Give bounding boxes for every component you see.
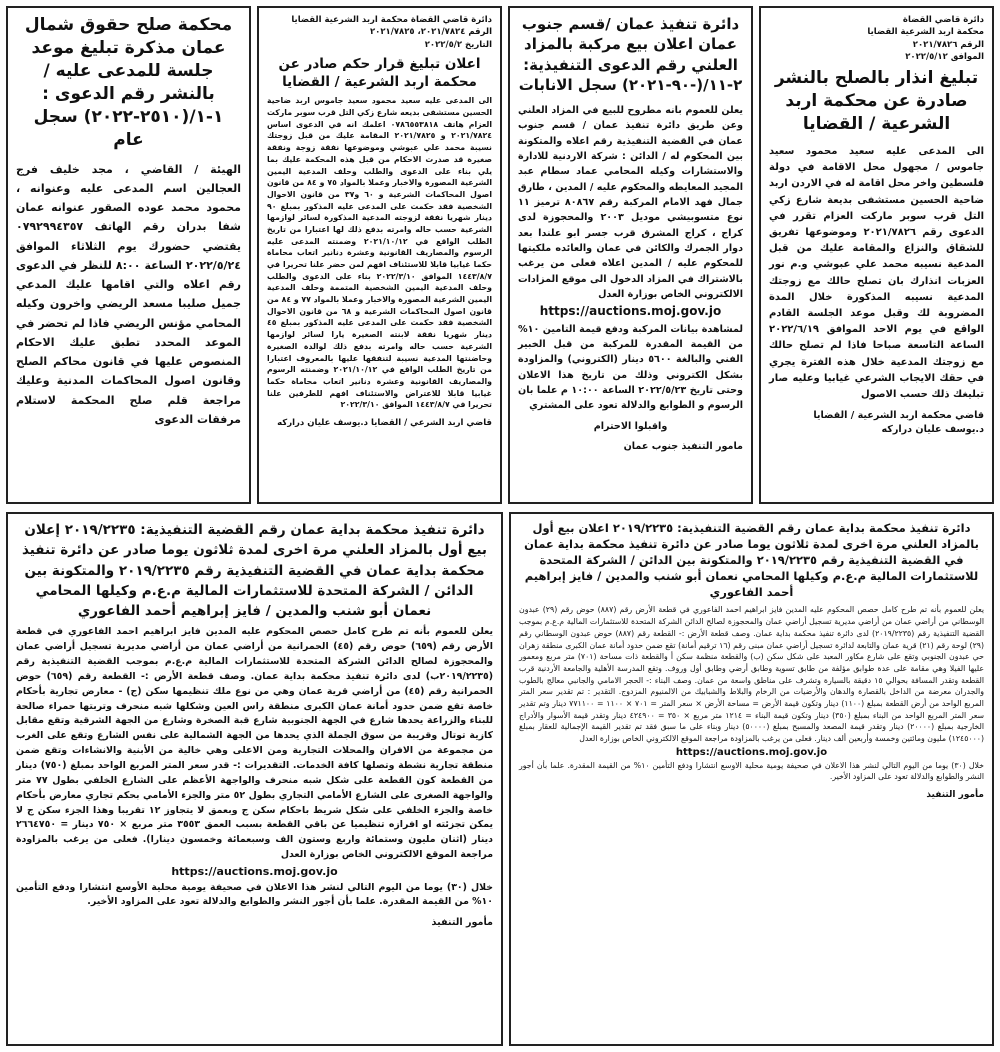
signature-line: د.يوسف عليان دراركه: [881, 424, 984, 436]
notice-reconciliation-warning: [759, 6, 994, 504]
notice-body-2: خلال (٣٠) يوما من اليوم التالي لنشر هذا الاعلان في صحيفة يومية محلية الأوسع انتشارا ودفع التأمين ١٠% من القيمة المقدرة. علما بأن أجور النشر والطوابع والدلالة تعود على المزاود الأخير.: [16, 881, 493, 908]
header-line: الرقم ٢٠٢١/٧٨٢٤، ٢٠٢١/٧٨٢٥: [369, 27, 492, 38]
notice-land-auction-659: [6, 512, 503, 1046]
notice-signature: قاضي اربد الشرعي / القضايا د.يوسف عليان دراركه: [277, 417, 492, 428]
notice-body: يعلن للعموم بأنه تم طرح كامل حصص المحكوم عليه المدين فايز ابراهيم احمد الفاعوري في قطعة الأرض رقم (٨٨٧) حوض رقم (٢٩) عبدون الوسطاني من أراضي عمان من أراضي مديرية تسجيل أراضي عمان والمحجوزة لصالح الدائن الشركة المتحدة للاستثمارات المالية م.ع.م بموجب القضية التنفيذية رقم (٢٠١٩/٢٢٣٥) لدى دائرة تنفيذ محكمة بداية عمان. وصف قطعة الأرض :- القطعة رقم (٨٨٧) حوض عبدون الوسطاني رقم (٢٩) لوحة رقم (٢١) قرية عمان والتابعة لدائرة تسجيل أراضي عمان مبنى رقم (١٦ ترقيم أمانة) تقع ضمن حدود أمانة عمان الكبرى منطقة زهران حي عبدون الجنوبي وتقع على شارع مكاور المعبد على شكل سكن (ب) والقطعة منظمة سكن أ والقطعة ذات مساحة (٧٠١) متر مربع ومعمور عليها الفيلا وهي مقامة على عدة طوابق مؤلفة من طابق تسوية وطابق أرضي وطابق أول وروف. وتقع المدرسة الأهلية والجامعة الأردنية قرب القطعة وتقدر المسافة بحوالي ١٥ دقيقة بالسيارة وتشرف على مناطق واسعة من عمان. وصف البناء :- الحجر الامامي والجانبي معالج بالطوب والجدران معرضة من الداخل بالقصارة والدهان والأرضيات من الرخام والبلاط والشبابيك من الالمنيوم المزدوج. التقدير : تم تقدير سعر المتر المربع الواحد من أرض القطعة بمبلغ (١١٠٠) دينار وتكون قيمة الأرض = مساحة الأرض × سعر المتر = ٧٠١ × ١١٠٠ = ٧٧١١٠٠ دينار وتم تقدير سعر المتر المربع الواحد من البناء بمبلغ (٣٥٠) دينار وتكون قيمة البناء = ١٢١٤ متر مربع × ٣٥٠ = ٤٢٤٩٠٠ دينار وتقدر قيمة الأسوار والأدراج الخارجية بمبلغ (٢٠٠٠٠) دينار وتقدر قيمة المصعد والمسبح بمبلغ (٥٠٠٠٠) دينار وبناء على ما سبق فقد تم تقدير القيمة الإجمالية للعقار بمبلغ (١٢٤٥٠٠٠) مليون ومائتين وخمسة وأربعين ألف دينار. فعلى من يرغب بالمزاودة مراجعة الموقع الالكتروني الخاص بوزارة العدل: [519, 605, 985, 744]
notice-body-2: خلال (٣٠) يوما من اليوم التالي لنشر هذا الاعلان في صحيفة يومية محلية الاوسع انتشارا ودفع التأمين ١٠% من القيمة المقدرة. علما بأن أجور النشر والطوابع والدلالة تعود على المزاود الأخير.: [519, 760, 985, 782]
header-line: دائرة قاضي القضاة محكمة اربد الشرعية القضايا: [291, 15, 492, 25]
notice-body: الى المدعى عليه سعيد محمود سعيد جاموس / مجهول محل الاقامة في دولة فلسطين واخر محل اقامة له في الاردن اربد ضاحية الحسين مستشفى بديعة شارع زكي التل قرب سوبر ماركت العزام تقرر في الدعوى رقم ٢٠٢١/٧٨٢٦ وموضوعها تفريق للشقاق والنزاع والمقامة عليك من قبل المدعية نسيبه محمد علي عبوشي و.م نور العزبات انذارك بان تصلح حالك مع زوجتك المدعية نسيبه المذكورة خلال المدة المضروبة لك وقبل موعد الجلسة القادم الواقع في يوم الاحد الموافق ٢٠٢٢/٦/١٩ الساعة التاسعة صباحا فاذا لم تصلح حالك مع زوجتك المدعية خلال هذه الفترة يجري في حقك الايجاب الشرعي غيابيا وعليه صار تبليغك ذلك حسب الاصول: [769, 146, 984, 400]
notice-signature: مأمور التنفيذ: [926, 790, 984, 801]
notice-body: يعلن للعموم بأنه تم طرح كامل حصص المحكوم عليه المدين فايز ابراهيم احمد الفاعوري في قطعة الأرض رقم (٦٥٩) حوض رقم (٤٥) الحمرانية من أراضي عمان من أراضي مديرية تسجيل أراضي عمان والمحجوزة لصالح الدائن الشركة المتحدة للاستثمارات المالية م.ع.م بموجب القضية التنفيذية رقم (٢٠١٩/٢٢٣٥ب) لدى دائرة تنفيذ محكمة بداية عمان. وصف قطعة الأرض :- القطعة رقم (٦٥٩) حوض الحمرانية رقم (٤٥) من أراضي قرية عمان وهي من نوع ملك تنظيمها سكن (ج) - معارض تجارية بأحكام خاصة تقع ضمن حدود أمانة عمان الكبرى منطقة راس العين وشكلها شبه منحرف وتربتها حمراء صالحة للبناء والزراعة يحدها شارع في الجهة الجنوبية شارع قبة الصخرة وشارع من الجهة الشرقية وتقع مقابل كازية توتال وقريبة من سوق الجملة الذي يحدها من الجهة الشمالية على نفس الشارع وتقع على الغرب من مجموعة من الافران والمحلات التجارية ومن الاعلى وهي خالية من الأبنية والانشاءات وتقع ضمن منطقة تجارية نشطة وتصلها كافة الخدمات. التقديرات :- قدر سعر المتر المربع الواحد بمبلغ (٧٥٠) دينار من القطعة كون القطعة على شكل شبه منحرف والواجهة الأعظم على الشارع الخلفي بطول ٧٧ متر والواجهة الصغرى على الشارع الأمامي التجاري بطول ٥٢ متر والجزء الأمامي بحكم تجاري معارض بأحكام خاصة والجزء الخلفي على شكل شريط باحكام سكن ج وبعمق لا يتجاوز ١٢ تقريبا وهذا الجزء سكن ج لا يمكن تجزئته او افرازه تنظيميا عن باقي القطعة بسبب العمق ٣٥٥٣ متر مربع × ٧٥٠ دينار = ٢٦٦٤٧٥٠ دينار (اثنان مليون وستمائة واربع وستون الف وسبعمائة وخمسون دينارا). فعلى من يرغب بالمزاودة مراجعة الموقع الالكتروني الخاص بوزارة العدل: [16, 626, 494, 861]
notice-signature: [769, 409, 984, 438]
notice-body: الى المدعى عليه سعيد محمود سعيد جاموس اربد ضاحية الحسين مستشفى بديعه شارع زكي التل قرب سوبر ماركت العزام هاتف ٠٧٨٦٥٥٣٨١٨ اعلمك انه في الدعوى اساس ٢٠٢١/٧٨٢٤ و ٢٠٢١/٧٨٢٥ المقامة عليك من قبل زوجتك نسيبة محمد علي عبوشي وموضوعها نفقة زوجة ونفقة صغيرة قد صدرت الاحكام من قبل هذه المحكمة عليك بما يلي بناء على الدعوى والطلب وحلف المدعية اليمين الشرعية المصورة والاخبار وعملا بالمواد ٧٥ و ٨٤ من قانون اصول المحاكمات الشرعية و ٦٠ و٣٧ من قانون الاحوال الشخصية فقد حكمت على المدعى عليه المذكور بمبلغ ٩٠ دينار شهريا نفقة لزوجته المدعية المذكورة لسائر لوازمها الشرعية حسب حاله وامرته بدفع ذلك لها اعتبارا من تاريخ الطلب الواقع في ٢٠٢١/١٠/١٢ وضمنته المدعى عليه الرسوم والمصاريف القانونية وعشرة دنانير اتعاب محاماة حكما غيابيا قابلا للاستئناف افهم لمن حضر علنا تحريرا في ١٤٤٣/٨/٧ الموافق ٢٠٢٢/٣/١٠ بناء على الدعوى والطلب وحلف المدعية اليمين الشخصية المتممة وحلف المدعية اليمين الشرعية المصورة والاخبار وعملا بالمواد ٧٧ و ٨٤ من قانون اصول المحاكمات الشرعية و ٦٨ من قانون الاحوال الشخصية فقد حكمت على المدعى عليه المذكور بمبلغ ٤٥ دينار شهريا نفقة لابنته الصغيرة يارا لسائر لوازمها الشرعية حسب حاله وامرته بدفع ذلك لوالدة الصغيرة وحاضنتها المدعية نسيبة لتنفقها عليها بالمعروف اعتبارا من تاريخ الطلب الواقع في ٢٠٢١/١٠/١٢ وضمنته الرسوم والمصاريف القانونية وعشرة دنانير اتعاب محاماة حكما غيابيا قابلا للاعتراض والاستئناف افهم للطرفين علنا تحريرا في ١٤٤٣/٨/٧ الموافق ٢٠٢٢/٣/١٠: [267, 96, 493, 410]
notice-judgment-publication: [257, 6, 502, 504]
notice-body: الهيئة / القاضي ، مجد خليف فرج العجالين اسم المدعى عليه وعنوانه ، محمود محمد عوده الصقور عنوانه عمان شفا بدران رقم الهاتف ٠٧٩٢٩٩٤٣٥٧ يقتضي حضورك يوم الثلاثاء الموافق ٢٠٢٢/٥/٢٤ الساعة ٨:٠٠ للنظر في الدعوى رقم اعلاه والتي اقامها عليك المدعي جميل صليبا مسعد الريضي واخرون وكيله المحامي مؤنس الريضي فاذا لم تحضر في الموعد المحدد تطبق عليك الاحكام المنصوص عليها في قانون محاكم الصلح وقانون اصول المحاكمات المدنية وعليك مراجعة قلم صلح المحكمة لاستلام مرفقات الدعوى: [16, 162, 241, 426]
notice-vehicle-auction: [508, 6, 753, 504]
signature-line: قاضي محكمة اربد الشرعية / القضايا: [813, 410, 984, 422]
notice-body-2: لمشاهدة بيانات المركبة ودفع قيمة التامين ١٠% من القيمة المقدرة للمركبة من قبل الخبير الفني والبالغة ٥٦٠٠ دينار (الكتروني) والمزاودة بشكل الكتروني وذلك من تاريخ هذا الاعلان وحتى تاريخ ٢٠٢٢/٥/٢٣ الساعة ١٠:٠٠ م علما بان الرسوم و الطوابع والدلالة تعود على المشتري: [518, 323, 744, 412]
notice-body: يعلن للعموم بانه مطروح للبيع في المزاد العلني وعن طريق دائرة تنفيذ عمان / قسم جنوب عمان في القضية التنفيذية رقم اعلاه والمتكونة بين المحكوم له / الدائن : شركة الاردنية للادارة والاستشارات وكيله المحامي عماد سطام عبد المجيد المعايطه والمحكوم عليه / المدين ، طارق جمال فهد الامام المركبة رقم ٨٠٨٦٧ ترميز ١١ نوع متسوبيشي موديل ٢٠٠٣ والمحجوزة لدى كراج ، كراج المشرق قرب جسر ابو علندا بعد دوار الجمرك والكائن في عمان والعائده ملكيتها للمحكوم عليه / المدين اعلاه فعلى من يرغب بالاشتراك في المزاد الدخول الى موقع المزادات الالكتروني الخاص بوزارة العدل: [518, 105, 744, 301]
notice-header: [267, 14, 492, 51]
auction-url[interactable]: https://auctions.moj.gov.jo: [675, 746, 828, 758]
notice-title: دائرة تنفيذ محكمة بداية عمان رقم القضية التنفيذية: ٢٠١٩/٢٢٣٥ إعلان بيع أول بالمزاد العلني مرة اخرى لمدة ثلاثون يوما صادر عن دائرة تنفيذ محكمة بداية عمان في القضية التنفيذية رقم ٢٠١٩/٢٢٣٥ والمتكونة بين الدائن / الشركة المتحدة للاستثمارات المالية م.ع.م وكيلها المحامي نعمان أبو شنب والمدين / فايز إبراهيم أحمد الفاعوري: [22, 522, 487, 619]
notice-signature: مأمور التنفيذ: [431, 917, 493, 929]
notice-title: محكمة صلح حقوق شمال عمان مذكرة تبليغ موعد جلسة للمدعى عليه / بالنشر رقم الدعوى : ١-١/(٢٥١٠-٢٠٢٢) سجل عام: [24, 15, 233, 150]
header-line: الرقم ٢٠٢١/٧٨٢٦: [912, 39, 984, 50]
auction-url[interactable]: https://auctions.moj.gov.jo: [539, 304, 722, 319]
notice-land-auction-887: [509, 512, 994, 1046]
header-line: الموافق ٢٠٢٢/٥/١٢: [905, 51, 984, 62]
header-line: دائرة قاضي القضاة: [902, 15, 984, 25]
notice-hearing-summons: [6, 6, 251, 504]
header-line: التاريخ ٢٠٢٢/٥/٢: [424, 39, 492, 50]
notice-title: اعلان تبليغ قرار حكم صادر عن محكمة اربد الشرعية / القضايا: [278, 55, 481, 91]
notice-title: دائرة تنفيذ عمان /قسم جنوب عمان اعلان بيع مركبة بالمزاد العلني رقم الدعوى التنفيذية: ٢-١١/(-٩٠-٢٠٢١) سجل الانابات: [518, 15, 743, 94]
notice-header: [769, 14, 984, 63]
auction-url[interactable]: https://auctions.moj.gov.jo: [171, 865, 338, 878]
notice-title: تبليغ انذار بالصلح بالنشر صادرة عن محكمة اربد الشرعية / القضايا: [774, 68, 979, 135]
notice-signature: مامور التنفيذ جنوب عمان: [623, 441, 743, 453]
header-line: محكمة اربد الشرعية القضايا: [867, 27, 984, 38]
notice-closing: واقبلوا الاحترام: [593, 420, 668, 432]
notice-title: دائرة تنفيذ محكمة بداية عمان رقم القضية التنفيذية: ٢٠١٩/٢٢٣٥ اعلان بيع أول بالمزاد العلني مرة اخرى لمدة ثلاثون يوما صادر عن دائرة تنفيذ محكمة بداية عمان في القضية التنفيذية رقم ٢٠١٩/٢٢٣٥ والمتكونة بين الدائن / الشركة المتحدة للاستثمارات المالية م.ع.م وكيلها المحامي نعمان أبو شنب والمدين / فايز إبراهيم أحمد الفاعوري: [524, 521, 979, 600]
